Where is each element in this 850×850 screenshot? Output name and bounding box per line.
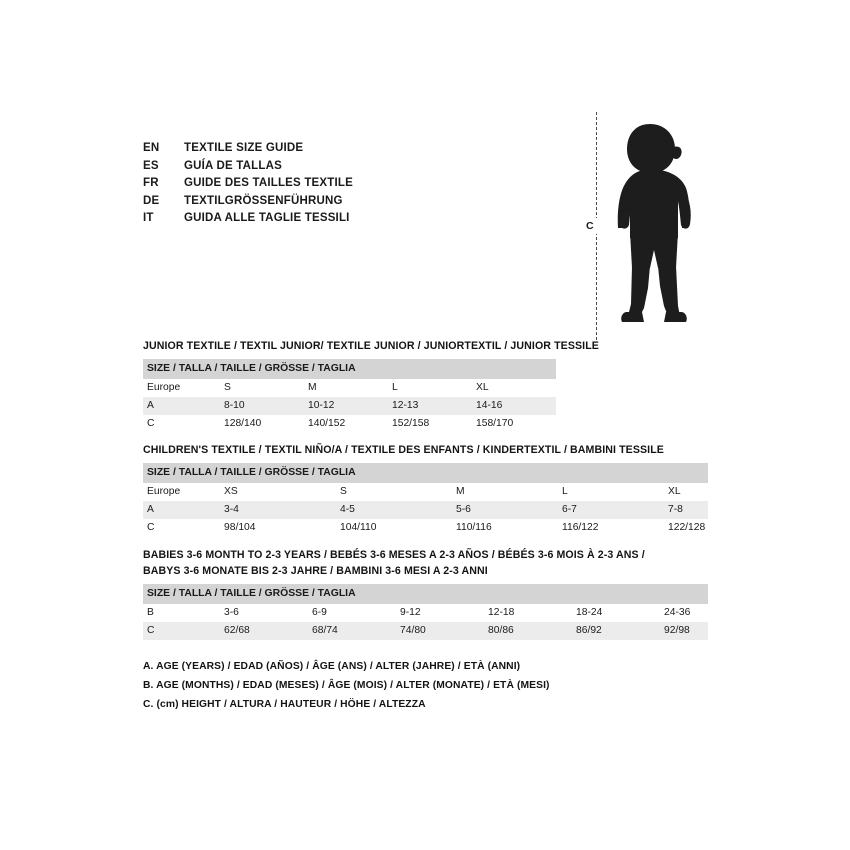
junior-textile-block bbox=[143, 339, 708, 433]
cell: 5-6 bbox=[456, 501, 562, 519]
cell: L bbox=[392, 379, 476, 397]
cell: XS bbox=[224, 483, 340, 501]
table-row bbox=[143, 501, 708, 519]
size-header-label: SIZE / TALLA / TAILLE / GRÖSSE / TAGLIA bbox=[143, 584, 708, 604]
table-row bbox=[143, 622, 708, 640]
cell: L bbox=[562, 483, 668, 501]
cell: 158/170 bbox=[476, 415, 556, 433]
cell: 68/74 bbox=[312, 622, 400, 640]
row-label: Europe bbox=[143, 379, 224, 397]
cell: 3-4 bbox=[224, 501, 340, 519]
legend-row bbox=[143, 175, 443, 193]
cell: 4-5 bbox=[340, 501, 456, 519]
legend-code: DE bbox=[143, 194, 160, 207]
block-title-line2: BABYS 3-6 MONATE BIS 2-3 JAHRE / BAMBINI 3-6 MESI A 2-3 ANNI bbox=[143, 565, 488, 577]
cell: 116/122 bbox=[562, 519, 668, 537]
cell: S bbox=[224, 379, 308, 397]
cell: 152/158 bbox=[392, 415, 476, 433]
cell: M bbox=[308, 379, 392, 397]
legend-code: EN bbox=[143, 142, 160, 154]
cell: 7-8 bbox=[668, 501, 708, 519]
legend-text: TEXTILE SIZE GUIDE bbox=[184, 142, 304, 154]
footnote-age-months: B. AGE (MONTHS) / EDAD (MESES) / ÂGE (MOIS) / ALTER (MONATE) / ETÀ (MESI) bbox=[143, 680, 550, 691]
height-illustration bbox=[560, 110, 730, 350]
height-measure-label: C bbox=[583, 218, 597, 234]
babies-size-table bbox=[143, 584, 708, 640]
table-header-row bbox=[143, 359, 556, 379]
cell: 62/68 bbox=[224, 622, 312, 640]
legend-text: TEXTILGRÖSSENFÜHRUNG bbox=[184, 194, 343, 207]
size-header-label: SIZE / TALLA / TAILLE / GRÖSSE / TAGLIA bbox=[143, 463, 708, 483]
cell: 10-12 bbox=[308, 397, 392, 415]
cell: XL bbox=[476, 379, 556, 397]
legend-code: ES bbox=[143, 159, 159, 172]
cell: 110/116 bbox=[456, 519, 562, 537]
row-label: B bbox=[143, 604, 224, 622]
cell: 3-6 bbox=[224, 604, 312, 622]
row-label: Europe bbox=[143, 483, 224, 501]
block-title: CHILDREN'S TEXTILE / TEXTIL NIÑO/A / TEXTILE DES ENFANTS / KINDERTEXTIL / BAMBINI TESSILE bbox=[143, 444, 664, 456]
legend-code: FR bbox=[143, 177, 159, 190]
cell: 6-9 bbox=[312, 604, 400, 622]
row-label: C bbox=[143, 415, 224, 433]
babies-textile-block bbox=[143, 548, 708, 640]
cell: 14-16 bbox=[476, 397, 556, 415]
cell: 18-24 bbox=[576, 604, 664, 622]
table-header-row bbox=[143, 463, 708, 483]
table-row bbox=[143, 483, 708, 501]
cell: 122/128 bbox=[668, 519, 708, 537]
table-row bbox=[143, 604, 708, 622]
legend-row bbox=[143, 158, 443, 176]
cell: M bbox=[456, 483, 562, 501]
row-label: C bbox=[143, 519, 224, 537]
cell: 98/104 bbox=[224, 519, 340, 537]
legend-code: IT bbox=[143, 212, 154, 225]
cell: 12-18 bbox=[488, 604, 576, 622]
row-label: A bbox=[143, 397, 224, 415]
junior-size-table bbox=[143, 359, 556, 433]
legend-text: GUÍA DE TALLAS bbox=[184, 159, 282, 172]
children-textile-block bbox=[143, 443, 708, 537]
legend-row bbox=[143, 140, 443, 158]
block-title: BABIES 3-6 MONTH TO 2-3 YEARS / BEBÉS 3-6 MESES A 2-3 AÑOS / BÉBÉS 3-6 MOIS À 2-3 ANS / bbox=[143, 549, 645, 561]
footnotes bbox=[143, 657, 703, 714]
cell: 8-10 bbox=[224, 397, 308, 415]
cell: 9-12 bbox=[400, 604, 488, 622]
legend-row bbox=[143, 210, 443, 228]
child-silhouette-icon bbox=[610, 120, 720, 340]
row-label: A bbox=[143, 501, 224, 519]
table-header-row bbox=[143, 584, 708, 604]
row-label: C bbox=[143, 622, 224, 640]
cell: 24-36 bbox=[664, 604, 708, 622]
cell: 92/98 bbox=[664, 622, 708, 640]
legend-text: GUIDA ALLE TAGLIE TESSILI bbox=[184, 212, 350, 225]
footnote-height: C. (cm) HEIGHT / ALTURA / HAUTEUR / HÖHE / ALTEZZA bbox=[143, 699, 426, 710]
children-size-table bbox=[143, 463, 708, 537]
cell: XL bbox=[668, 483, 708, 501]
legend-row bbox=[143, 193, 443, 211]
language-legend bbox=[143, 140, 443, 228]
footnote-age-years: A. AGE (YEARS) / EDAD (AÑOS) / ÂGE (ANS) / ALTER (JAHRE) / ETÀ (ANNI) bbox=[143, 661, 521, 672]
table-row bbox=[143, 397, 556, 415]
cell: 86/92 bbox=[576, 622, 664, 640]
block-title: JUNIOR TEXTILE / TEXTIL JUNIOR/ TEXTILE JUNIOR / JUNIORTEXTIL / JUNIOR TESSILE bbox=[143, 340, 599, 352]
table-row bbox=[143, 519, 708, 537]
cell: 140/152 bbox=[308, 415, 392, 433]
cell: S bbox=[340, 483, 456, 501]
cell: 128/140 bbox=[224, 415, 308, 433]
cell: 6-7 bbox=[562, 501, 668, 519]
table-row bbox=[143, 415, 556, 433]
legend-text: GUIDE DES TAILLES TEXTILE bbox=[184, 177, 353, 190]
size-header-label: SIZE / TALLA / TAILLE / GRÖSSE / TAGLIA bbox=[143, 359, 556, 379]
cell: 80/86 bbox=[488, 622, 576, 640]
cell: 12-13 bbox=[392, 397, 476, 415]
table-row bbox=[143, 379, 556, 397]
cell: 104/110 bbox=[340, 519, 456, 537]
cell: 74/80 bbox=[400, 622, 488, 640]
